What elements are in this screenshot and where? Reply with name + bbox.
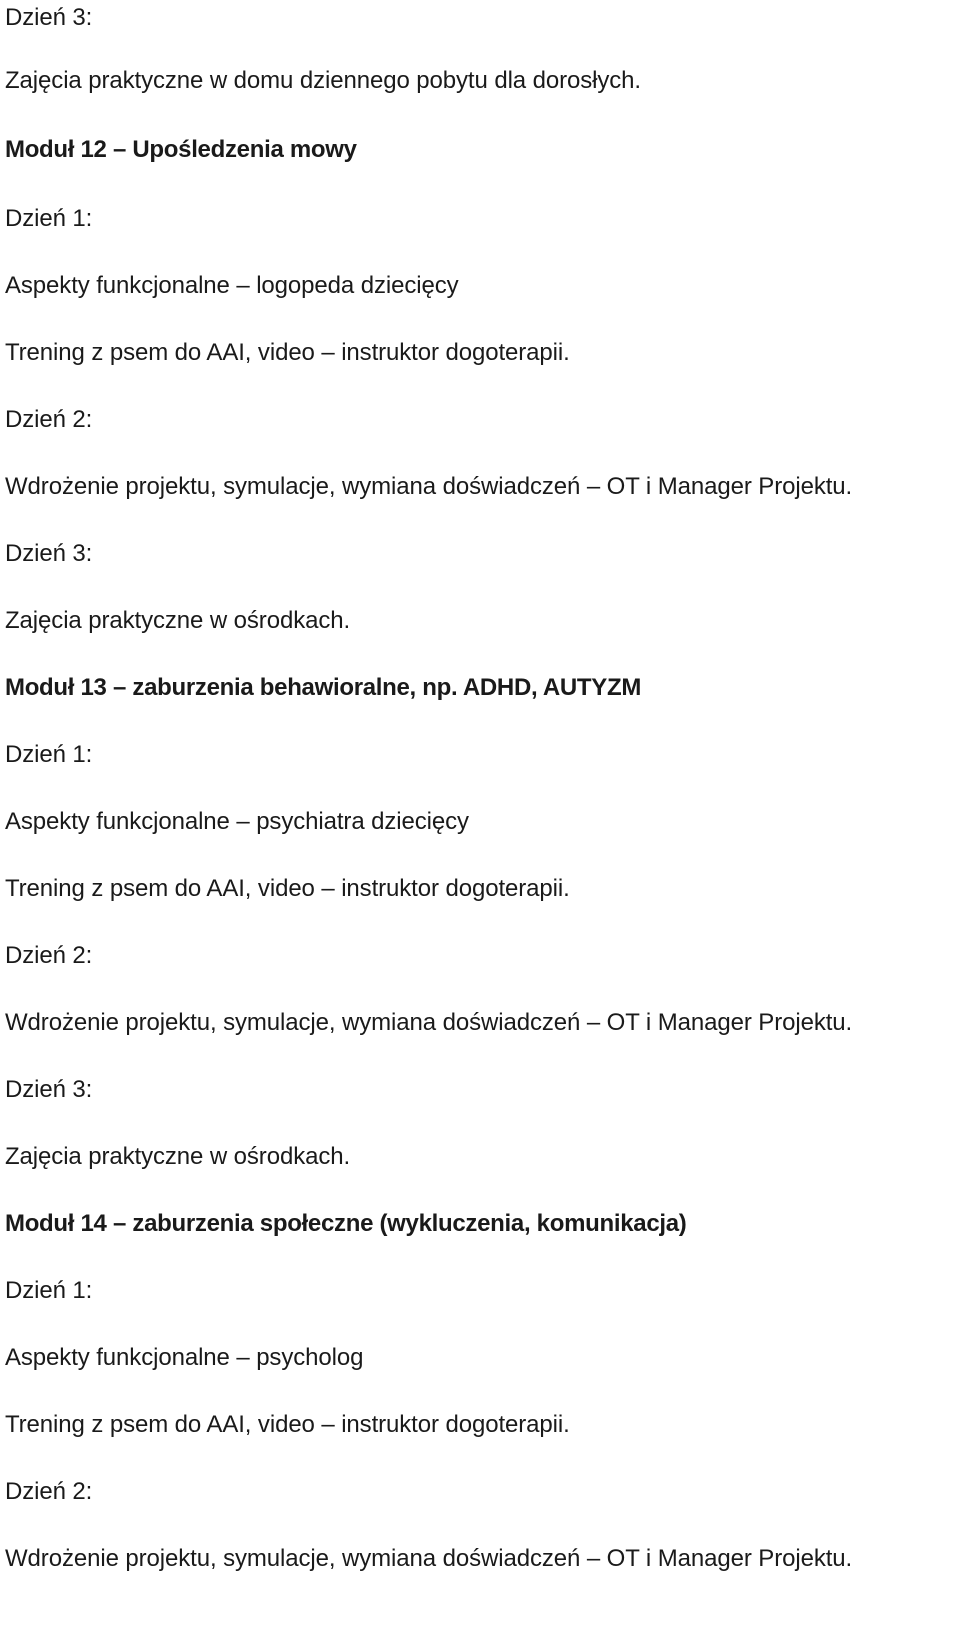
day-heading: Dzień 3: (5, 1076, 93, 1103)
paragraph: Wdrożenie projektu, symulacje, wymiana doświadczeń – OT i Manager Projektu. (5, 1545, 853, 1572)
module-heading: Moduł 13 – zaburzenia behawioralne, np. ADHD, AUTYZM (5, 674, 642, 701)
paragraph: Zajęcia praktyczne w domu dziennego pobytu dla dorosłych. (5, 67, 641, 94)
paragraph: Wdrożenie projektu, symulacje, wymiana doświadczeń – OT i Manager Projektu. (5, 1009, 853, 1036)
day-heading: Dzień 1: (5, 205, 93, 232)
day-heading: Dzień 2: (5, 1478, 93, 1505)
module-heading: Moduł 12 – Upośledzenia mowy (5, 136, 357, 163)
paragraph: Aspekty funkcjonalne – psycholog (5, 1344, 364, 1371)
paragraph: Trening z psem do AAI, video – instruktor dogoterapii. (5, 1411, 570, 1438)
paragraph: Zajęcia praktyczne w ośrodkach. (5, 607, 351, 634)
paragraph: Trening z psem do AAI, video – instruktor dogoterapii. (5, 875, 570, 902)
paragraph: Wdrożenie projektu, symulacje, wymiana doświadczeń – OT i Manager Projektu. (5, 473, 853, 500)
day-heading: Dzień 2: (5, 406, 93, 433)
day-heading: Dzień 3: (5, 540, 93, 567)
day-heading: Dzień 1: (5, 1277, 93, 1304)
day-heading: Dzień 3: (5, 4, 93, 31)
module-heading: Moduł 14 – zaburzenia społeczne (wykluczenia, komunikacja) (5, 1210, 687, 1237)
day-heading: Dzień 1: (5, 741, 93, 768)
paragraph: Aspekty funkcjonalne – psychiatra dziecięcy (5, 808, 469, 835)
day-heading: Dzień 2: (5, 942, 93, 969)
paragraph: Zajęcia praktyczne w ośrodkach. (5, 1143, 351, 1170)
paragraph: Trening z psem do AAI, video – instruktor dogoterapii. (5, 339, 570, 366)
paragraph: Aspekty funkcjonalne – logopeda dziecięcy (5, 272, 459, 299)
